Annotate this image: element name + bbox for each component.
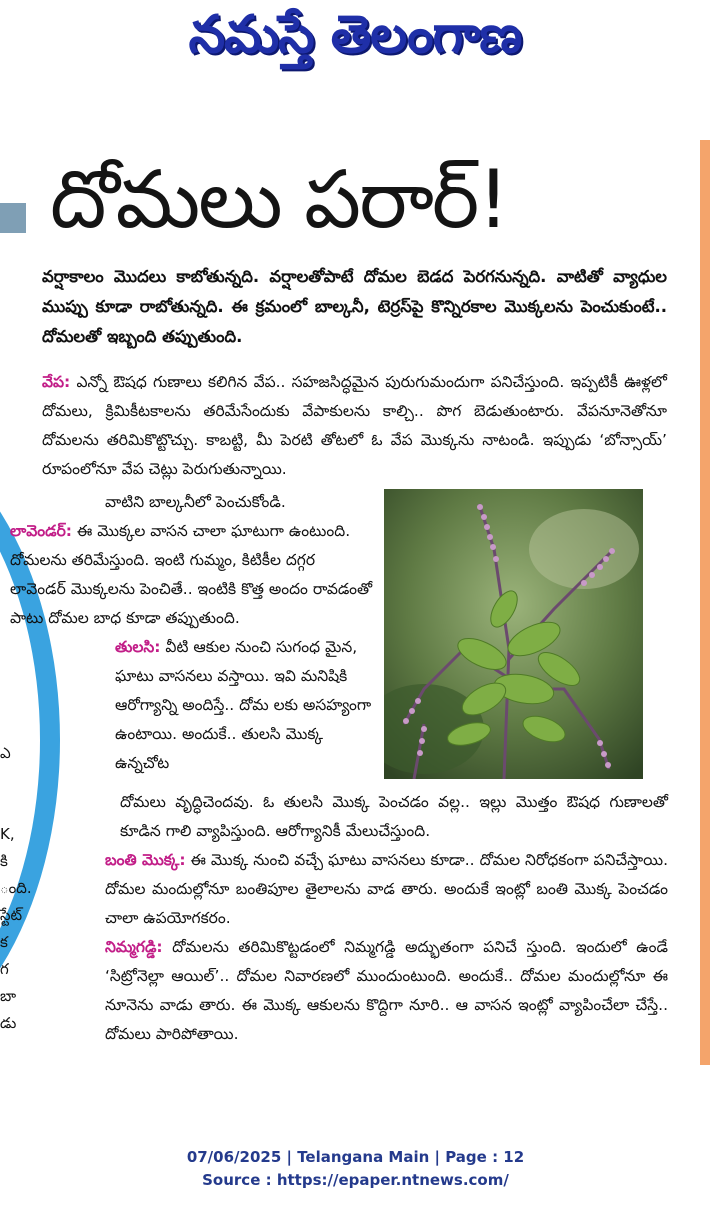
fragment-line	[0, 794, 40, 821]
section-tulasi-continuation: దోమలు వృద్ధిచెందవు. ఓ తులసి మొక్క పెంచడం వల్ల.. ఇల్లు మొత్తం ఔషధ గుణాలతో కూడిన గాలి వ్యాపిస్తుంది. ఆరోగ్యానికీ మేలుచేస్తుంది.	[120, 793, 668, 840]
section-label: తులసి:	[115, 638, 161, 656]
fragment-line: K,	[0, 825, 15, 843]
section-label: బంతి మొక్క:	[105, 851, 186, 869]
article-headline: దోమలు పరార్!	[50, 153, 508, 246]
section-nimmagaddi	[105, 933, 668, 1049]
fragment-line	[0, 767, 40, 794]
wrapped-column	[10, 488, 375, 778]
section-label: వేప:	[42, 373, 71, 391]
section-text: దోమలను తరిమికొట్టడంలో నిమ్మగడ్డి అద్భుతంగా పనిచే స్తుంది. ఇందులో ఉండే ‘సిట్రోనెల్లా ఆయిల్’.. దోమల నివారణలో ముందుంటుంది. అందుకే.. దోమల మందుల్లోనూ ఈ నూనెను వాడు తారు. ఈ మొక్క ఆకులను కొద్దిగా నూరి.. ఆ వాసన ఇంట్లో వ్యాపించేలా చేస్తే.. దోమలు పారిపోతాయి.	[105, 938, 668, 1043]
fragment-line: స్టేట్	[0, 906, 23, 924]
adjacent-article-fragments	[0, 740, 40, 1037]
decorative-orange-rule	[700, 140, 710, 1065]
fragment-line: క	[0, 933, 8, 951]
section-lavender	[10, 517, 375, 633]
tulsi-plant-photo	[384, 489, 643, 779]
section-vepa	[42, 368, 667, 484]
section-text: ఈ మొక్క నుంచి వచ్చే ఘాటు వాసనలు కూడా.. దోమల నిరోధకంగా పనిచేస్తాయి. దోమల మందుల్లోనూ బంతిపూల తైలాలను వాడ తారు. అందుకే ఇంట్లో బంతి మొక్క పెంచడం చాలా ఉపయోగకరం.	[105, 851, 669, 927]
fragment-line: కి	[0, 852, 8, 870]
decorative-gray-block	[0, 203, 26, 233]
section-vepa-continuation: వాటిని బాల్కనీలో పెంచుకోండి.	[105, 493, 286, 511]
fragment-line: ంది.	[0, 879, 32, 897]
footer-edition-info: 07/06/2025 | Telangana Main | Page : 12	[186, 1148, 525, 1166]
fragment-line: గ	[0, 960, 9, 978]
fragment-line: ఎ	[0, 744, 11, 762]
section-label: నిమ్మగడ్డి:	[105, 938, 163, 956]
section-text: వీటి ఆకుల నుంచి సుగంధ మైన, ఘాటు వాసనలు వస్తాయి. ఇవి మనిషికి ఆరోగ్యాన్ని అందిస్తే.. దోమ లకు అసహ్యంగా ఉంటాయి. అందుకే.. తులసి మొక్క ఉన్నచోట	[115, 638, 372, 772]
section-banthi	[105, 846, 668, 933]
fragment-line: బా	[0, 987, 17, 1005]
fragment-line: డు	[0, 1014, 17, 1032]
section-text: ఎన్నో ఔషధ గుణాలు కలిగిన వేప.. సహజసిద్ధమైన పురుగుమందుగా పనిచేస్తుంది. ఇప్పటికీ ఊళ్లలో దోమలు, క్రిమికీటకాలను తరిమేసేందుకు వేపాకులను కాల్చి.. పొగ బెడుతుంటారు. వేపనూనెతోనూ దోమలను తరిమికొట్టొచ్చు. కాబట్టి, మీ పెరటి తోటలో ఓ వేప మొక్కను నాటండి. ఇప్పుడు ‘బోన్సాయ్’ రూపంలోనూ వేప చెట్లు పెరుగుతున్నాయి.	[42, 373, 667, 478]
article-intro: వర్షాకాలం మొదలు కాబోతున్నది. వర్షాలతోపాటే దోమల బెడద పెరగనున్నది. వాటితో వ్యాధుల ముప్పు కూడా రాబోతున్నది. ఈ క్రమంలో బాల్కనీ, టెర్రస్‌పై కొన్నిరకాల మొక్కలను పెంచుకుంటే.. దోమలతో ఇబ్బంది తప్పుతుంది.	[42, 267, 667, 346]
section-tulasi	[115, 633, 375, 778]
page-footer	[0, 1146, 711, 1192]
newspaper-masthead: నమస్తే తెలంగాణ	[188, 4, 522, 65]
footer-source-link[interactable]: Source : https://epaper.ntnews.com/	[202, 1171, 509, 1189]
section-text: ఈ మొక్కల వాసన చాలా ఘాటుగా ఉంటుంది. దోమలను తరిమేస్తుంది. ఇంటి గుమ్మం, కిటికీల దగ్గర లావెండర్ మొక్కలను పెంచితే.. ఇంటికి కొత్త అందం రావడంతో పాటు దోమల బాధ కూడా తప్పుతుంది.	[10, 522, 373, 627]
section-label: లావెండర్:	[10, 522, 72, 540]
